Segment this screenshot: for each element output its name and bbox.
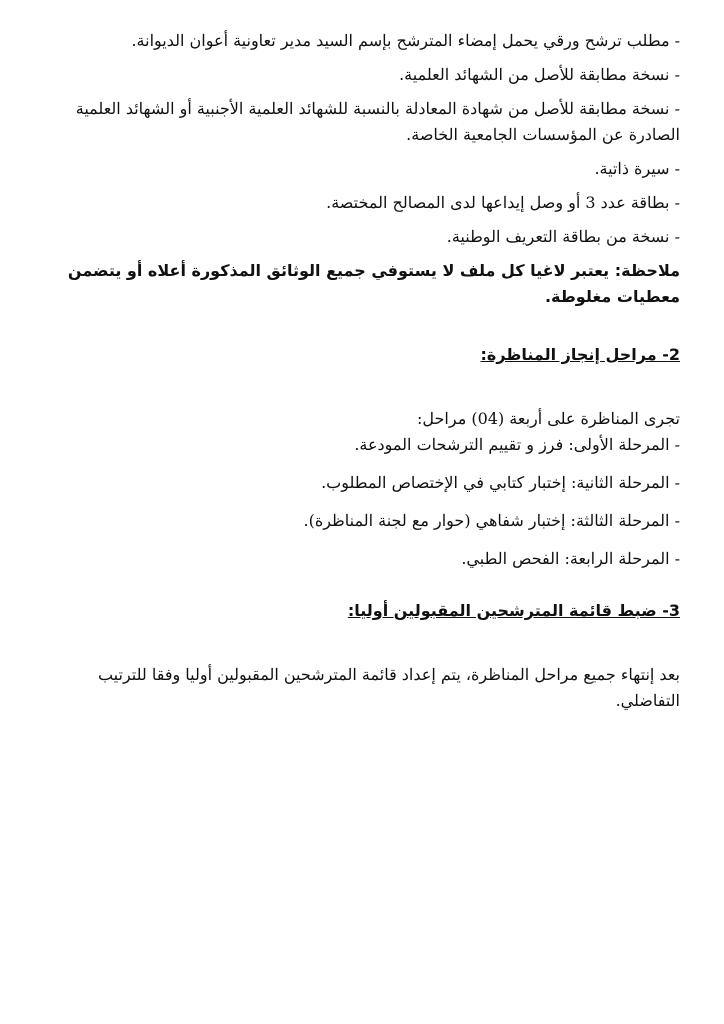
phase-item: - المرحلة الأولى: فرز و تقييم الترشحات المودعة.	[354, 435, 680, 454]
document-page	[58, 28, 680, 714]
requirement-item: - نسخة مطابقة للأصل من شهادة المعادلة بالنسبة للشهائد العلمية الأجنبية أو الشهائد العلمية الصادرة عن المؤسسات الجامعية الخاصة.	[75, 99, 680, 144]
requirement-item: - سيرة ذاتية.	[594, 159, 680, 178]
phase-item: - المرحلة الرابعة: الفحص الطبي.	[461, 549, 680, 568]
note-paragraph: ملاحظة: يعتبر لاغيا كل ملف لا يستوفي جميع الوثائق المذكورة أعلاه أو يتضمن معطيات مغلوطة.	[67, 261, 680, 306]
phases-list	[58, 432, 680, 572]
section-3-body: بعد إنتهاء جميع مراحل المناظرة، يتم إعداد قائمة المترشحين المقبولين أوليا وفقا للترتيب التفاضلي.	[97, 665, 680, 710]
requirement-item: - مطلب ترشح ورقي يحمل إمضاء المترشح بإسم السيد مدير تعاونية أعوان الديوانة.	[131, 31, 680, 50]
requirement-item: - نسخة من بطاقة التعريف الوطنية.	[446, 227, 680, 246]
section-3-heading: 3- ضبط قائمة المترشحين المقبولين أوليا:	[347, 601, 680, 620]
requirement-item: - بطاقة عدد 3 أو وصل إيداعها لدى المصالح المختصة.	[326, 193, 680, 212]
requirement-item: - نسخة مطابقة للأصل من الشهائد العلمية.	[399, 65, 680, 84]
section-2-heading: 2- مراحل إنجاز المناظرة:	[480, 345, 680, 364]
phase-item: - المرحلة الثانية: إختبار كتابي في الإختصاص المطلوب.	[321, 473, 680, 492]
requirements-list	[58, 28, 680, 250]
section-2-intro: تجرى المناظرة على أربعة (04) مراحل:	[417, 409, 680, 428]
phase-item: - المرحلة الثالثة: إختبار شفاهي (حوار مع لجنة المناظرة).	[303, 511, 680, 530]
